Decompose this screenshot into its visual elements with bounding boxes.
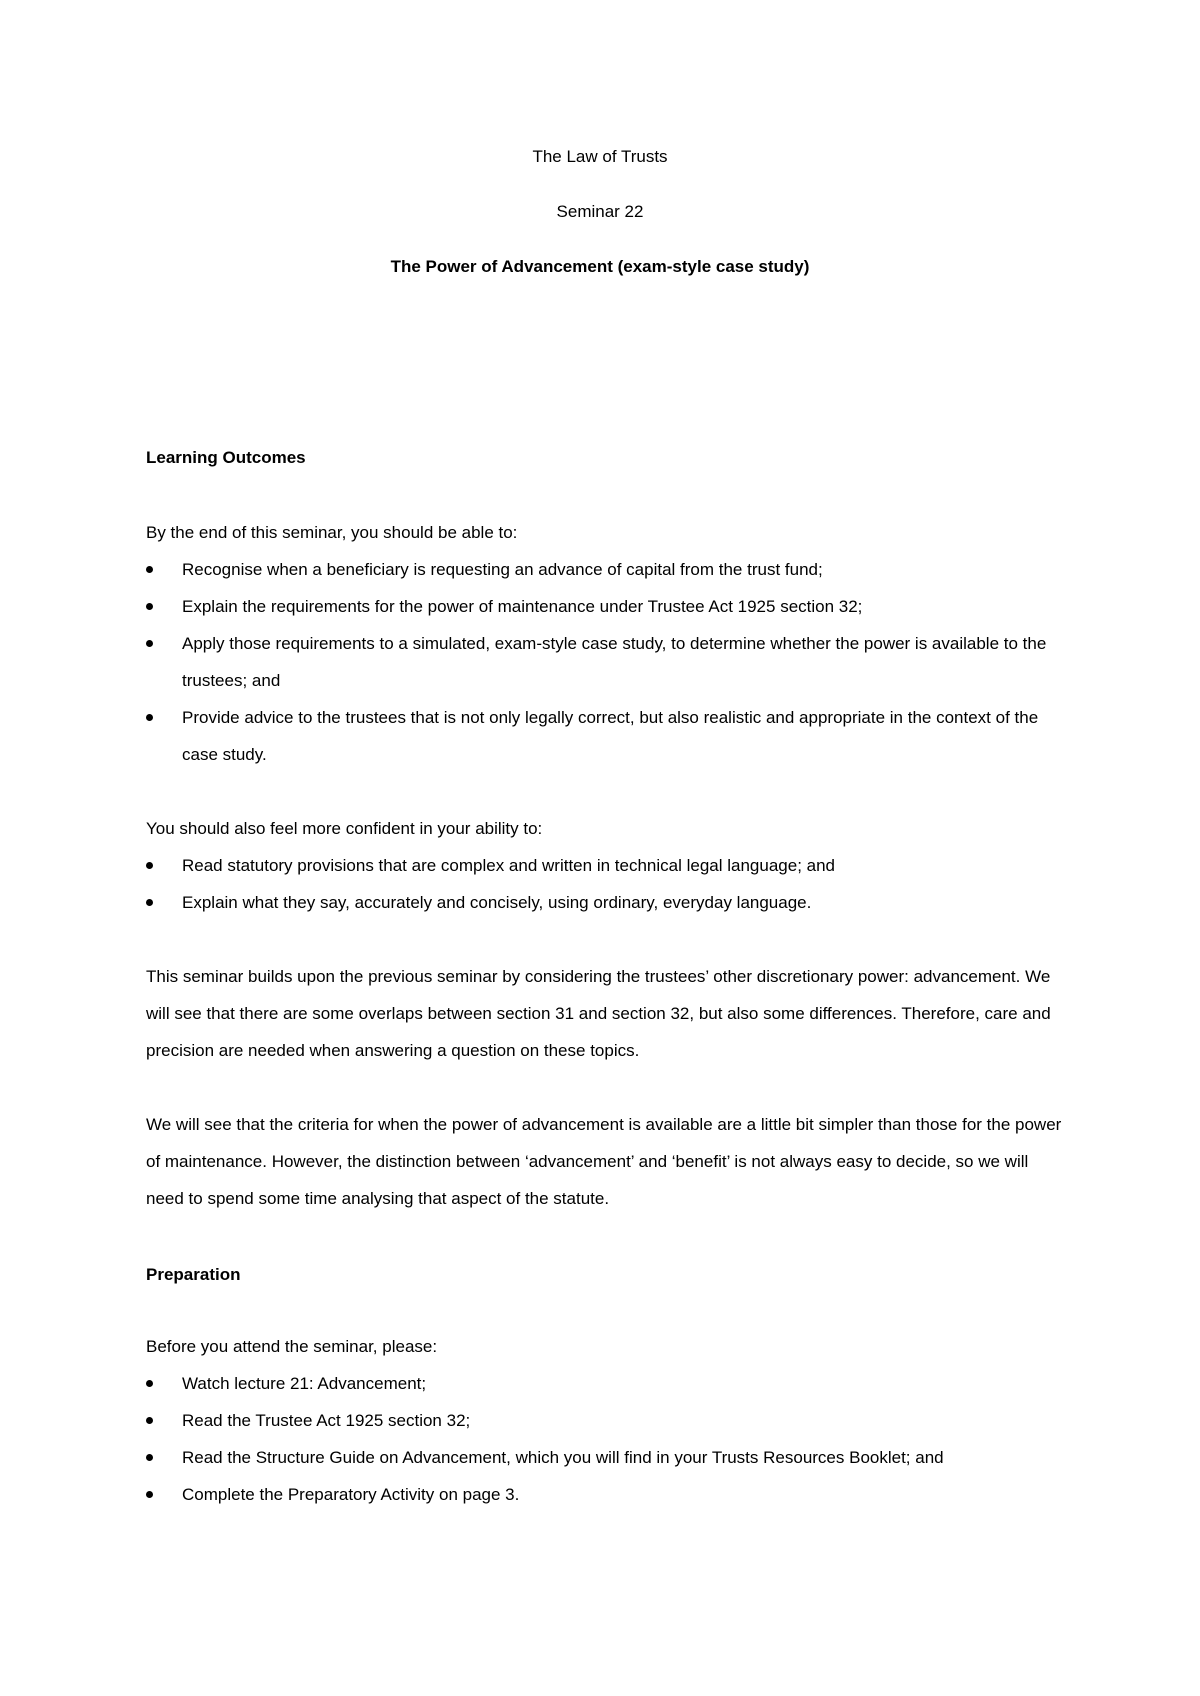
bullet-icon (146, 1380, 153, 1387)
list-item: Read the Structure Guide on Advancement, which you will find in your Trusts Resources Booklet; and (146, 1439, 1066, 1476)
learning-outcomes-section (146, 514, 1066, 773)
list-item: Provide advice to the trustees that is not only legally correct, but also realistic and appropriate in the context of the case study. (146, 699, 1066, 773)
list-item: Apply those requirements to a simulated, exam-style case study, to determine whether the power is available to the trustees; and (146, 625, 1066, 699)
seminar-number: Seminar 22 (556, 202, 644, 221)
list-item: Read statutory provisions that are complex and written in technical legal language; and (146, 847, 1066, 884)
learning-outcomes-list (146, 551, 1066, 773)
confidence-intro: You should also feel more confident in your ability to: (146, 819, 543, 838)
paragraph-criteria: We will see that the criteria for when the power of advancement is available are a little bit simpler than those for the power of maintenance. However, the distinction between ‘advancement’ and ‘benefit’ is not always easy to decide, so we will need to spend some time analysing that aspect of the statute. (146, 1115, 1062, 1208)
preparation-list (146, 1365, 1066, 1513)
list-item: Explain what they say, accurately and concisely, using ordinary, everyday language. (146, 884, 1066, 921)
bullet-icon (146, 1454, 153, 1461)
confidence-list (146, 847, 1066, 921)
list-item: Explain the requirements for the power of maintenance under Trustee Act 1925 section 32; (146, 588, 1066, 625)
course-title: The Law of Trusts (532, 147, 668, 166)
paragraph-overlaps: This seminar builds upon the previous seminar by considering the trustees’ other discretionary power: advancement. We will see that there are some overlaps between section 31 and section 32, but also some differences. Therefore, care and precision are needed when answering a question on these topics. (146, 967, 1051, 1060)
bullet-icon (146, 899, 153, 906)
list-item: Recognise when a beneficiary is requesting an advance of capital from the trust fund; (146, 551, 1066, 588)
learning-outcomes-intro: By the end of this seminar, you should be able to: (146, 523, 518, 542)
confidence-section (146, 810, 1066, 921)
preparation-heading: Preparation (146, 1265, 241, 1284)
bullet-icon (146, 1417, 153, 1424)
bullet-icon (146, 862, 153, 869)
bullet-icon (146, 714, 153, 721)
bullet-icon (146, 603, 153, 610)
bullet-icon (146, 566, 153, 573)
list-item: Complete the Preparatory Activity on page 3. (146, 1476, 1066, 1513)
bullet-icon (146, 640, 153, 647)
seminar-topic: The Power of Advancement (exam-style case study) (390, 257, 810, 276)
learning-outcomes-heading: Learning Outcomes (146, 448, 306, 467)
preparation-section (146, 1328, 1066, 1513)
bullet-icon (146, 1491, 153, 1498)
list-item: Read the Trustee Act 1925 section 32; (146, 1402, 1066, 1439)
list-item: Watch lecture 21: Advancement; (146, 1365, 1066, 1402)
preparation-intro: Before you attend the seminar, please: (146, 1337, 438, 1356)
